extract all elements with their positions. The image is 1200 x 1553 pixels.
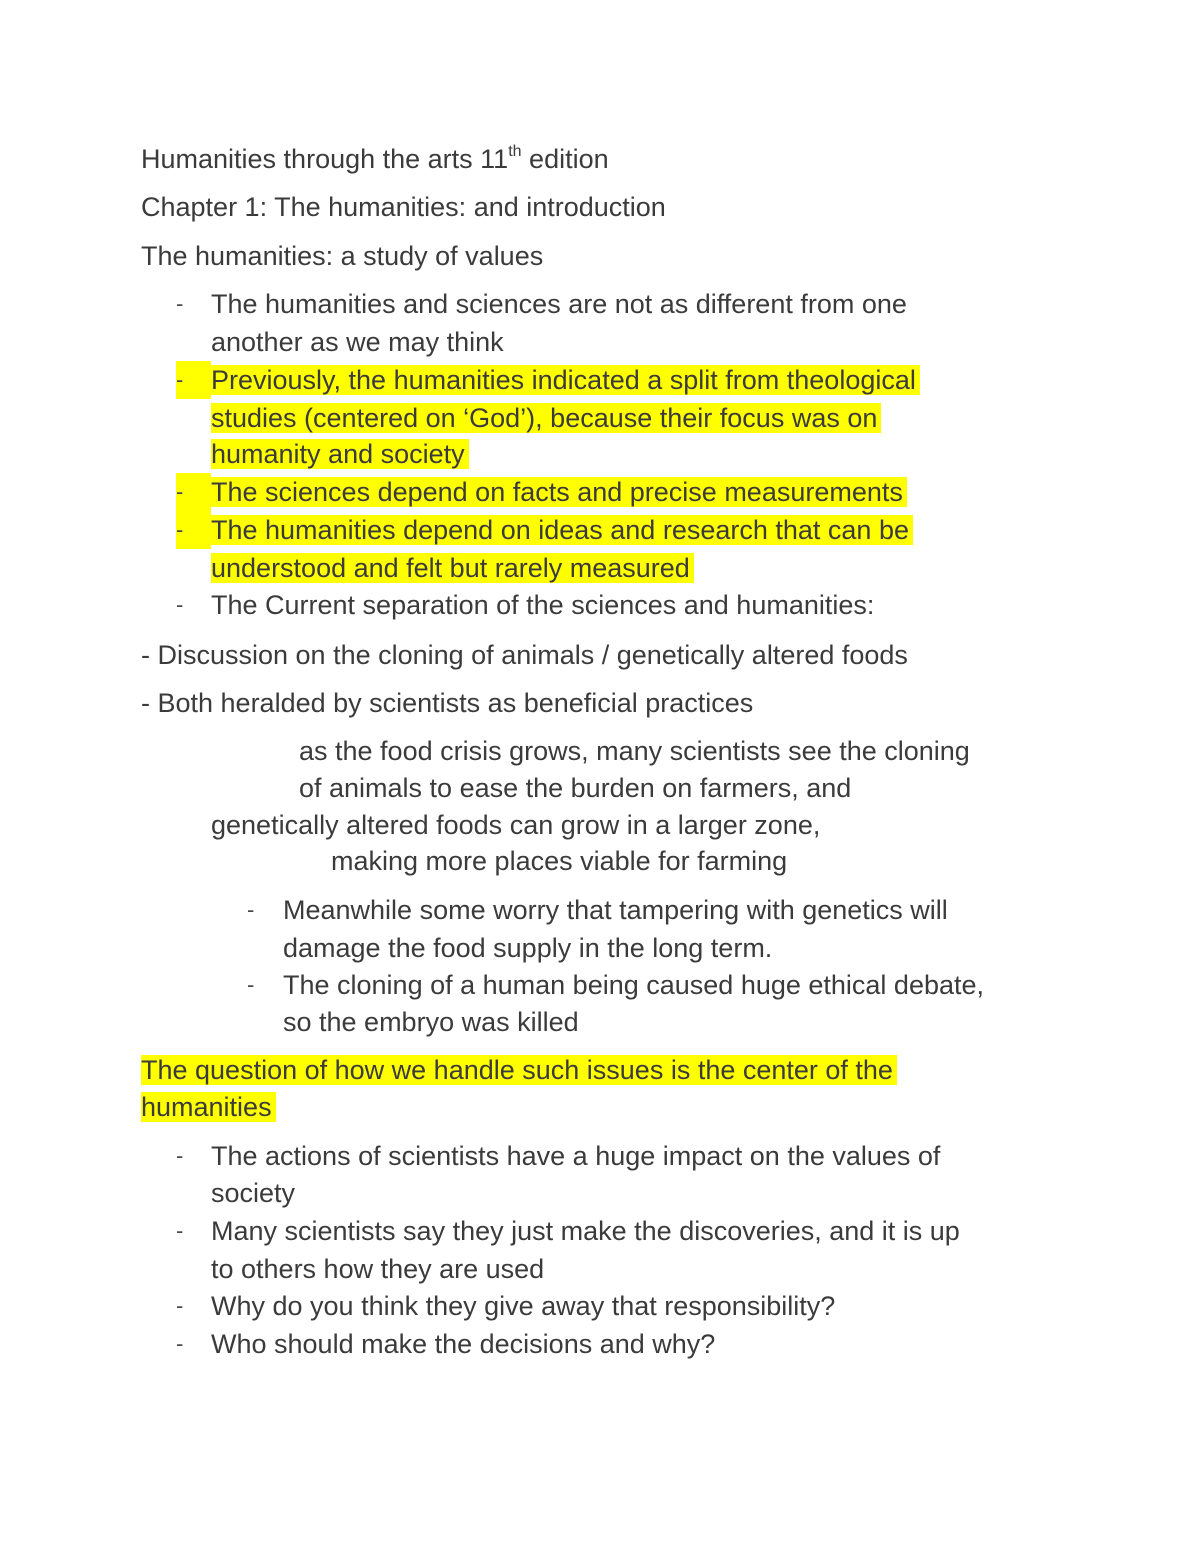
inline-point: - Discussion on the cloning of animals / genetically altered foods [141, 640, 908, 670]
list-item-line: The Current separation of the sciences and humanities: [211, 590, 875, 620]
title-end: edition [521, 144, 609, 174]
bullet-dash: - [176, 291, 184, 316]
list-item-line: Why do you think they give away that responsibility? [211, 1291, 836, 1321]
list-item-line: damage the food supply in the long term. [283, 933, 773, 963]
paragraph-line: as the food crisis grows, many scientists see the cloning [299, 736, 970, 766]
list-item-line: so the embryo was killed [283, 1007, 579, 1037]
bullet-dash: - [247, 897, 255, 922]
list-item-line-highlighted: The sciences depend on facts and precise measurements [211, 473, 907, 511]
inline-point: - Both heralded by scientists as beneficial practices [141, 688, 754, 718]
list-item-line: to others how they are used [211, 1254, 545, 1284]
list-item-line: Many scientists say they just make the discoveries, and it is up [211, 1216, 960, 1246]
paragraph-line: of animals to ease the burden on farmers, and [299, 773, 852, 803]
question-line-highlighted: The question of how we handle such issues is the center of the [141, 1051, 897, 1089]
document-title [141, 140, 609, 178]
question-line-highlighted: humanities [141, 1088, 276, 1126]
bullet-dash: - [176, 592, 184, 617]
bullet-dash: - [176, 1331, 184, 1356]
chapter-heading: Chapter 1: The humanities: and introduction [141, 192, 666, 222]
bullet-dash: - [176, 1143, 184, 1168]
list-item-line: society [211, 1178, 296, 1208]
title-main: Humanities through the arts 11 [141, 144, 509, 174]
list-item-line-highlighted: studies (centered on ‘God’), because their focus was on [211, 399, 881, 437]
section-heading: The humanities: a study of values [141, 241, 544, 271]
list-item-line: The actions of scientists have a huge impact on the values of [211, 1141, 941, 1171]
list-item-line-highlighted: Previously, the humanities indicated a split from theological [211, 361, 920, 399]
bullet-dash: - [176, 1218, 184, 1243]
list-item-line: Meanwhile some worry that tampering with genetics will [283, 895, 948, 925]
list-item-line: another as we may think [211, 327, 504, 357]
list-item-line-highlighted: humanity and society [211, 435, 469, 473]
bullet-dash-highlighted: - [176, 361, 211, 399]
paragraph-line: making more places viable for farming [331, 846, 788, 876]
bullet-dash: - [247, 972, 255, 997]
list-item-line-highlighted: The humanities depend on ideas and research that can be [211, 511, 913, 549]
bullet-dash-highlighted: - [176, 511, 211, 549]
paragraph-line: genetically altered foods can grow in a larger zone, [211, 810, 821, 840]
list-item-line: Who should make the decisions and why? [211, 1329, 716, 1359]
title-superscript: th [508, 143, 522, 160]
list-item-line: The humanities and sciences are not as different from one [211, 289, 907, 319]
list-item-line-highlighted: understood and felt but rarely measured [211, 549, 694, 587]
bullet-dash: - [176, 1293, 184, 1318]
list-item-line: The cloning of a human being caused huge ethical debate, [283, 970, 985, 1000]
bullet-dash-highlighted: - [176, 473, 211, 511]
